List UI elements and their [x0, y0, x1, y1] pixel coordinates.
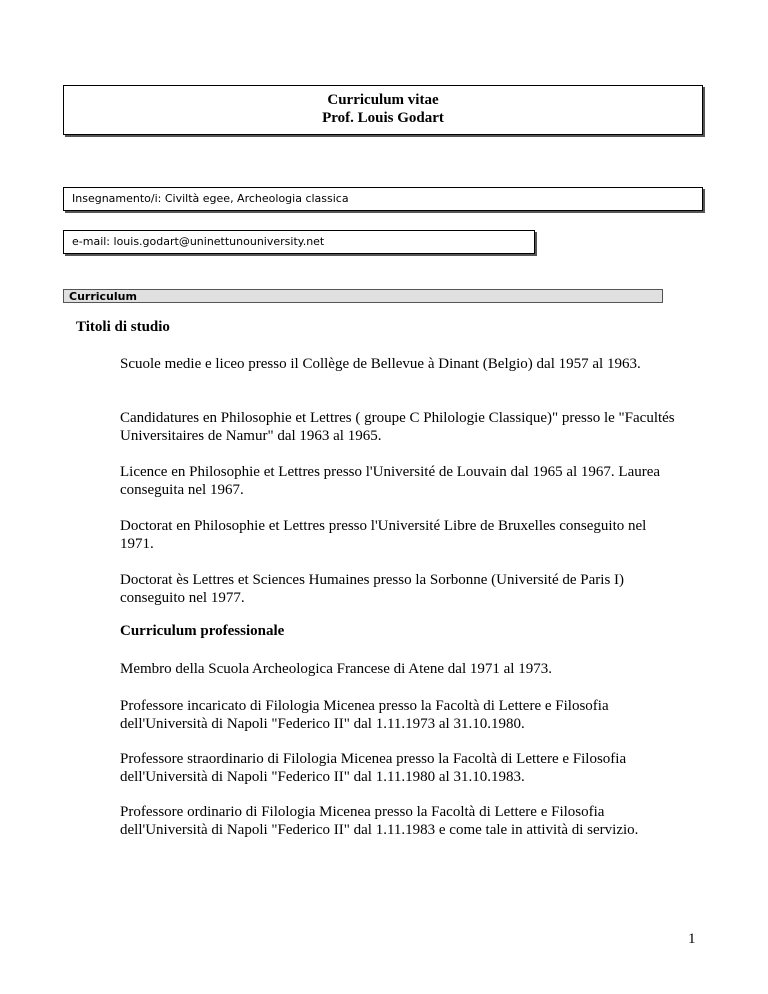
list-item: Licence en Philosophie et Lettres presso l'Université de Louvain dal 1965 al 1967. Laurea conseguita nel 1967. [120, 464, 661, 498]
section-label-curriculum: Curriculum [63, 289, 663, 303]
list-item: Professore straordinario di Filologia Micenea presso la Facoltà di Lettere e Filosofia dell'Università di Napoli "Federico II" dal 1.11.1980 al 31.10.1983. [120, 751, 627, 785]
list-item: Professore ordinario di Filologia Micenea presso la Facoltà di Lettere e Filosofia dell'Università di Napoli "Federico II" dal 1.11.1983 e come tale in attività di servizio. [120, 804, 639, 838]
list-item: Scuole medie e liceo presso il Collège de Bellevue à Dinant (Belgio) dal 1957 al 1963. [120, 356, 641, 372]
title-box [63, 85, 703, 135]
list-item: Doctorat en Philosophie et Lettres presso l'Université Libre de Bruxelles conseguito nel 1971. [120, 518, 647, 552]
list-item: Candidatures en Philosophie et Lettres ( groupe C Philologie Classique)" presso le "Facultés Universitaires de Namur" dal 1963 al 1965. [120, 410, 675, 444]
teaching-field: Insegnamento/i: Civiltà egee, Archeologia classica [63, 187, 703, 211]
list-item: Membro della Scuola Archeologica Francese di Atene dal 1971 al 1973. [120, 661, 552, 677]
heading-curriculum-professionale: Curriculum professionale [120, 623, 285, 639]
heading-titoli-di-studio: Titoli di studio [76, 319, 170, 335]
person-name: Prof. Louis Godart [322, 110, 444, 126]
document-title: Curriculum vitae [327, 92, 439, 108]
page-number: 1 [688, 931, 696, 947]
list-item: Doctorat ès Lettres et Sciences Humaines presso la Sorbonne (Université de Paris I) conseguito nel 1977. [120, 572, 625, 606]
list-item: Professore incaricato di Filologia Micenea presso la Facoltà di Lettere e Filosofia dell'Università di Napoli "Federico II" dal 1.11.1973 al 31.10.1980. [120, 698, 609, 732]
email-field: e-mail: louis.godart@uninettunouniversity.net [63, 230, 535, 254]
